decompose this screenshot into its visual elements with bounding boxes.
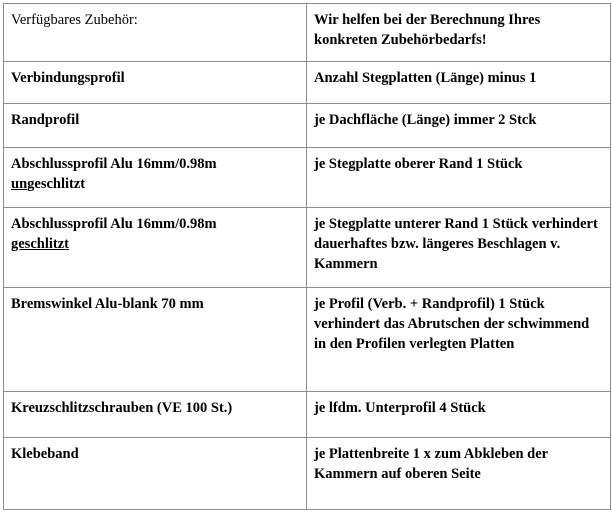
item-desc: je Plattenbreite 1 x zum Abkleben der Kammern auf oberen Seite (307, 438, 611, 510)
item-desc: Anzahl Stegplatten (Länge) minus 1 (307, 62, 611, 104)
table-row (4, 148, 611, 208)
item-name-rest: geschlitzt (27, 176, 86, 192)
table-row (4, 104, 611, 148)
item-desc: je Dachfläche (Länge) immer 2 Stck (307, 104, 611, 148)
table-row (4, 392, 611, 438)
header-right: Wir helfen bei der Berechnung Ihres konkreten Zubehörbedarfs! (307, 4, 611, 62)
header-row (4, 4, 611, 62)
item-name-emphasis: geschlitzt (11, 236, 69, 252)
item-name-line1: Abschlussprofil Alu 16mm/0.98m (11, 156, 217, 172)
item-name (4, 148, 307, 208)
item-name-line1: Abschlussprofil Alu 16mm/0.98m (11, 216, 217, 232)
item-name: Klebeband (4, 438, 307, 510)
item-desc: je Stegplatte unterer Rand 1 Stück verhindert dauerhaftes bzw. längeres Beschlagen v. Kammern (307, 208, 611, 288)
item-desc: je Profil (Verb. + Randprofil) 1 Stück verhindert das Abrutschen der schwimmend in den Profilen verlegten Platten (307, 288, 611, 392)
item-name: Randprofil (4, 104, 307, 148)
item-name: Kreuzschlitzschrauben (VE 100 St.) (4, 392, 307, 438)
table-row (4, 62, 611, 104)
item-name: Bremswinkel Alu-blank 70 mm (4, 288, 307, 392)
table-row (4, 438, 611, 510)
item-name (4, 208, 307, 288)
accessories-table (3, 3, 611, 510)
table-row (4, 208, 611, 288)
item-name-emphasis: un (11, 176, 28, 192)
table-row (4, 288, 611, 392)
item-desc: je lfdm. Unterprofil 4 Stück (307, 392, 611, 438)
item-desc: je Stegplatte oberer Rand 1 Stück (307, 148, 611, 208)
item-name: Verbindungsprofil (4, 62, 307, 104)
header-left: Verfügbares Zubehör: (4, 4, 307, 62)
